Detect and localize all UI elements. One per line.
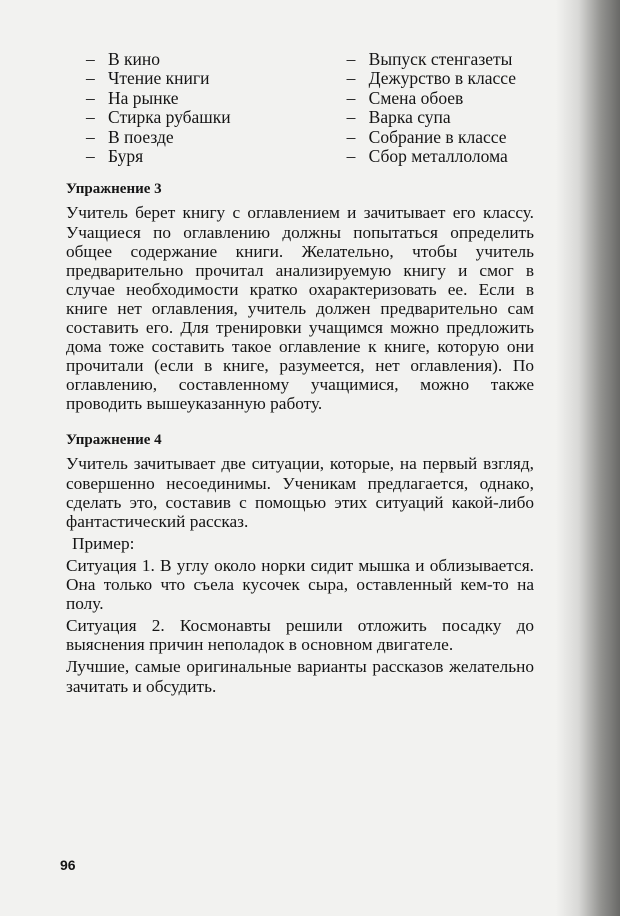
activity-lists: [86, 50, 516, 166]
list-item: – На рынке: [86, 87, 179, 108]
page-edge-shadow: [556, 0, 620, 916]
exercise-3-section: [66, 180, 534, 413]
list-item: – Буря: [86, 146, 144, 167]
exercise-3-text: Учитель берет книгу с оглавлением и зачитывает его классу. Учащиеся по оглавлению должны попытаться определить общее содержание книги. Желательно, чтобы учитель предварительно прочитал анализируемую книгу и смог в случае необходимости кратко охарактеризовать ее. Если в книге нет оглавления, учитель должен предварительно сам составить его. Для тренировки учащимся можно предложить дома тоже составить такое оглавление к книге, которую они прочитали (если в книге, разумеется, нет оглавления). По оглавлению, составленному учащимися, можно также проводить вышеуказанную работу.: [66, 203, 534, 414]
list-item: – В поезде: [86, 126, 174, 147]
list-item: – Дежурство в классе: [346, 68, 516, 89]
list-item: – Варка супа: [346, 107, 451, 128]
page-number: 96: [60, 857, 76, 873]
list-item: – Чтение книги: [86, 68, 210, 89]
situation-2: Ситуация 2. Космонавты решили отложить посадку до выяснения причин неполадок в основном двигателе.: [66, 616, 534, 655]
exercise-3-heading: Упражнение 3: [66, 181, 162, 198]
list-right: [347, 50, 516, 166]
exercise-4-intro: Учитель зачитывает две ситуации, которые, на первый взгляд, совершенно несоединимы. Ученикам предлагается, однако, сделать это, составив с помощью этих ситуаций какой-либо фантастический рассказ.: [66, 454, 534, 531]
conclusion: Лучшие, самые оригинальные варианты рассказов желательно зачитать и обсудить.: [66, 657, 534, 696]
list-left: [86, 50, 231, 166]
example-label: Пример:: [72, 533, 135, 553]
list-item: – Сбор металлолома: [346, 146, 508, 167]
list-item: – Собрание в классе: [346, 126, 507, 147]
page-content: [66, 50, 534, 696]
list-item: – Стирка рубашки: [86, 107, 231, 128]
situation-1: Ситуация 1. В углу около норки сидит мышка и облизывается. Она только что съела кусочек сыра, оставленный кем-то на полу.: [66, 555, 534, 614]
exercise-4-section: [66, 431, 534, 695]
list-item: – Выпуск стенгазеты: [346, 49, 513, 69]
exercise-4-heading: Упражнение 4: [66, 432, 162, 449]
list-item: – Смена обоев: [346, 87, 464, 108]
list-item: – В кино: [86, 49, 161, 69]
